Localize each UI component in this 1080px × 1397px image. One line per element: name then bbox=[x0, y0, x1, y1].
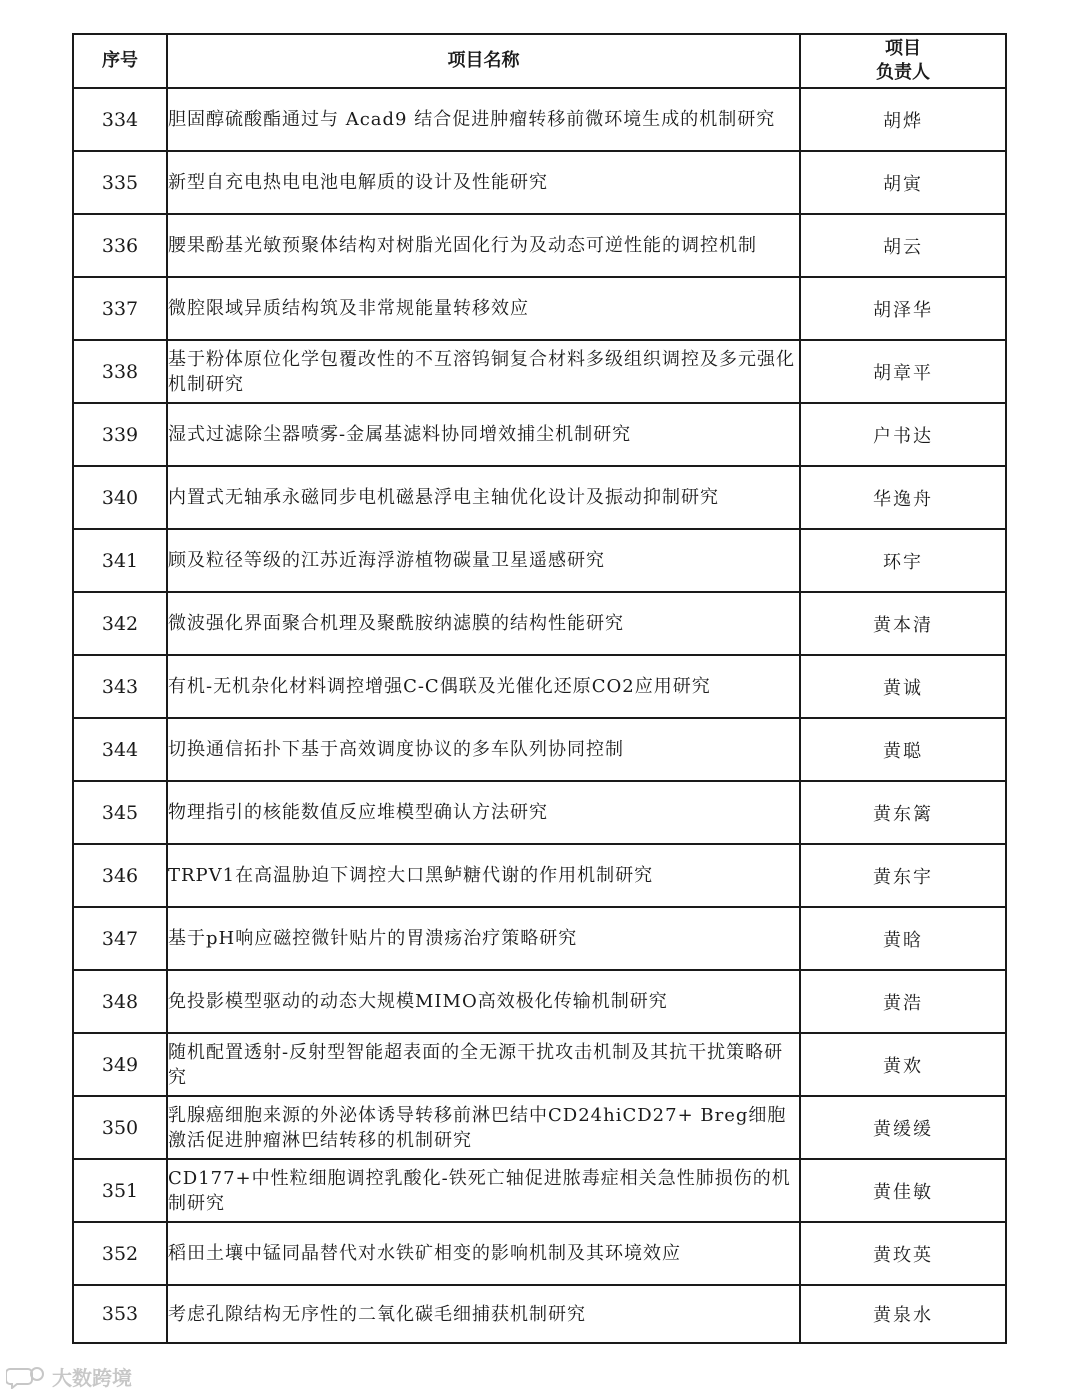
row-serial-number: 337 bbox=[73, 277, 167, 340]
row-project-leader: 黄东宇 bbox=[800, 844, 1006, 907]
table-row bbox=[73, 88, 1006, 151]
row-project-leader: 环宇 bbox=[800, 529, 1006, 592]
table-row bbox=[73, 466, 1006, 529]
row-project-leader: 户书达 bbox=[800, 403, 1006, 466]
row-serial-number: 346 bbox=[73, 844, 167, 907]
row-project-leader: 黄本清 bbox=[800, 592, 1006, 655]
row-serial-number: 348 bbox=[73, 970, 167, 1033]
row-serial-number: 342 bbox=[73, 592, 167, 655]
row-project-name: 有机-无机杂化材料调控增强C-C偶联及光催化还原CO2应用研究 bbox=[167, 655, 800, 718]
table-header-row bbox=[73, 34, 1006, 88]
header-leader-line1: 项目 bbox=[885, 38, 921, 59]
row-project-leader: 黄浩 bbox=[800, 970, 1006, 1033]
row-project-leader: 胡烨 bbox=[800, 88, 1006, 151]
table-row bbox=[73, 718, 1006, 781]
row-project-leader: 胡云 bbox=[800, 214, 1006, 277]
row-serial-number: 343 bbox=[73, 655, 167, 718]
header-serial-number: 序号 bbox=[73, 34, 167, 88]
row-project-name: 湿式过滤除尘器喷雾-金属基滤料协同增效捕尘机制研究 bbox=[167, 403, 800, 466]
row-project-leader: 黄佳敏 bbox=[800, 1159, 1006, 1222]
row-serial-number: 335 bbox=[73, 151, 167, 214]
row-serial-number: 353 bbox=[73, 1285, 167, 1343]
row-project-name: 物理指引的核能数值反应堆模型确认方法研究 bbox=[167, 781, 800, 844]
row-serial-number: 347 bbox=[73, 907, 167, 970]
table-row bbox=[73, 1096, 1006, 1159]
row-project-name: 腰果酚基光敏预聚体结构对树脂光固化行为及动态可逆性能的调控机制 bbox=[167, 214, 800, 277]
project-table bbox=[72, 33, 1007, 1344]
row-serial-number: 350 bbox=[73, 1096, 167, 1159]
watermark bbox=[6, 1362, 132, 1391]
row-project-leader: 胡寅 bbox=[800, 151, 1006, 214]
row-project-leader: 黄晗 bbox=[800, 907, 1006, 970]
table-row bbox=[73, 214, 1006, 277]
table-row bbox=[73, 403, 1006, 466]
row-project-name: 免投影模型驱动的动态大规模MIMO高效极化传输机制研究 bbox=[167, 970, 800, 1033]
row-project-name: 微波强化界面聚合机理及聚酰胺纳滤膜的结构性能研究 bbox=[167, 592, 800, 655]
row-serial-number: 339 bbox=[73, 403, 167, 466]
row-serial-number: 344 bbox=[73, 718, 167, 781]
table-row bbox=[73, 1033, 1006, 1096]
table-row bbox=[73, 151, 1006, 214]
row-project-leader: 黄聪 bbox=[800, 718, 1006, 781]
row-project-name: 胆固醇硫酸酯通过与 Acad9 结合促进肿瘤转移前微环境生成的机制研究 bbox=[167, 88, 800, 151]
watermark-text: 大数跨境 bbox=[52, 1366, 132, 1390]
row-project-name: 新型自充电热电电池电解质的设计及性能研究 bbox=[167, 151, 800, 214]
table-row bbox=[73, 781, 1006, 844]
table-row bbox=[73, 592, 1006, 655]
row-project-name: 微腔限域异质结构筑及非常规能量转移效应 bbox=[167, 277, 800, 340]
row-serial-number: 338 bbox=[73, 340, 167, 403]
row-project-leader: 胡章平 bbox=[800, 340, 1006, 403]
row-serial-number: 349 bbox=[73, 1033, 167, 1096]
row-project-name: 切换通信拓扑下基于高效调度协议的多车队列协同控制 bbox=[167, 718, 800, 781]
header-project-leader bbox=[800, 34, 1006, 88]
row-project-name: 基于粉体原位化学包覆改性的不互溶钨铜复合材料多级组织调控及多元强化机制研究 bbox=[167, 340, 800, 403]
row-serial-number: 341 bbox=[73, 529, 167, 592]
table-row bbox=[73, 844, 1006, 907]
row-serial-number: 352 bbox=[73, 1222, 167, 1285]
row-project-name: 考虑孔隙结构无序性的二氧化碳毛细捕获机制研究 bbox=[167, 1285, 800, 1343]
header-project-name: 项目名称 bbox=[167, 34, 800, 88]
header-leader-line2: 负责人 bbox=[876, 62, 930, 83]
row-project-leader: 黄欢 bbox=[800, 1033, 1006, 1096]
table-row bbox=[73, 1159, 1006, 1222]
row-project-name: CD177+中性粒细胞调控乳酸化-铁死亡轴促进脓毒症相关急性肺损伤的机制研究 bbox=[167, 1159, 800, 1222]
row-project-leader: 黄缓缓 bbox=[800, 1096, 1006, 1159]
chat-bubble-logo-icon bbox=[6, 1365, 46, 1389]
row-project-leader: 黄诚 bbox=[800, 655, 1006, 718]
row-project-name: 基于pH响应磁控微针贴片的胃溃疡治疗策略研究 bbox=[167, 907, 800, 970]
table-body bbox=[73, 88, 1006, 1343]
row-project-name: 随机配置透射-反射型智能超表面的全无源干扰攻击机制及其抗干扰策略研究 bbox=[167, 1033, 800, 1096]
row-project-leader: 黄泉水 bbox=[800, 1285, 1006, 1343]
row-project-name: 顾及粒径等级的江苏近海浮游植物碳量卫星遥感研究 bbox=[167, 529, 800, 592]
row-project-name: 乳腺癌细胞来源的外泌体诱导转移前淋巴结中CD24hiCD27+ Breg细胞激活促进肿瘤淋巴结转移的机制研究 bbox=[167, 1096, 800, 1159]
table-row bbox=[73, 1222, 1006, 1285]
table-row bbox=[73, 655, 1006, 718]
row-serial-number: 334 bbox=[73, 88, 167, 151]
row-project-name: 稻田土壤中锰同晶替代对水铁矿相变的影响机制及其环境效应 bbox=[167, 1222, 800, 1285]
row-serial-number: 336 bbox=[73, 214, 167, 277]
table-row bbox=[73, 1285, 1006, 1343]
row-project-leader: 黄玫英 bbox=[800, 1222, 1006, 1285]
table-row bbox=[73, 907, 1006, 970]
row-project-leader: 黄东篱 bbox=[800, 781, 1006, 844]
table-row bbox=[73, 970, 1006, 1033]
row-project-name: TRPV1在高温胁迫下调控大口黑鲈糖代谢的作用机制研究 bbox=[167, 844, 800, 907]
row-project-leader: 华逸舟 bbox=[800, 466, 1006, 529]
row-serial-number: 351 bbox=[73, 1159, 167, 1222]
table-row bbox=[73, 277, 1006, 340]
table-row bbox=[73, 340, 1006, 403]
row-serial-number: 340 bbox=[73, 466, 167, 529]
row-project-leader: 胡泽华 bbox=[800, 277, 1006, 340]
table-row bbox=[73, 529, 1006, 592]
row-project-name: 内置式无轴承永磁同步电机磁悬浮电主轴优化设计及振动抑制研究 bbox=[167, 466, 800, 529]
row-serial-number: 345 bbox=[73, 781, 167, 844]
